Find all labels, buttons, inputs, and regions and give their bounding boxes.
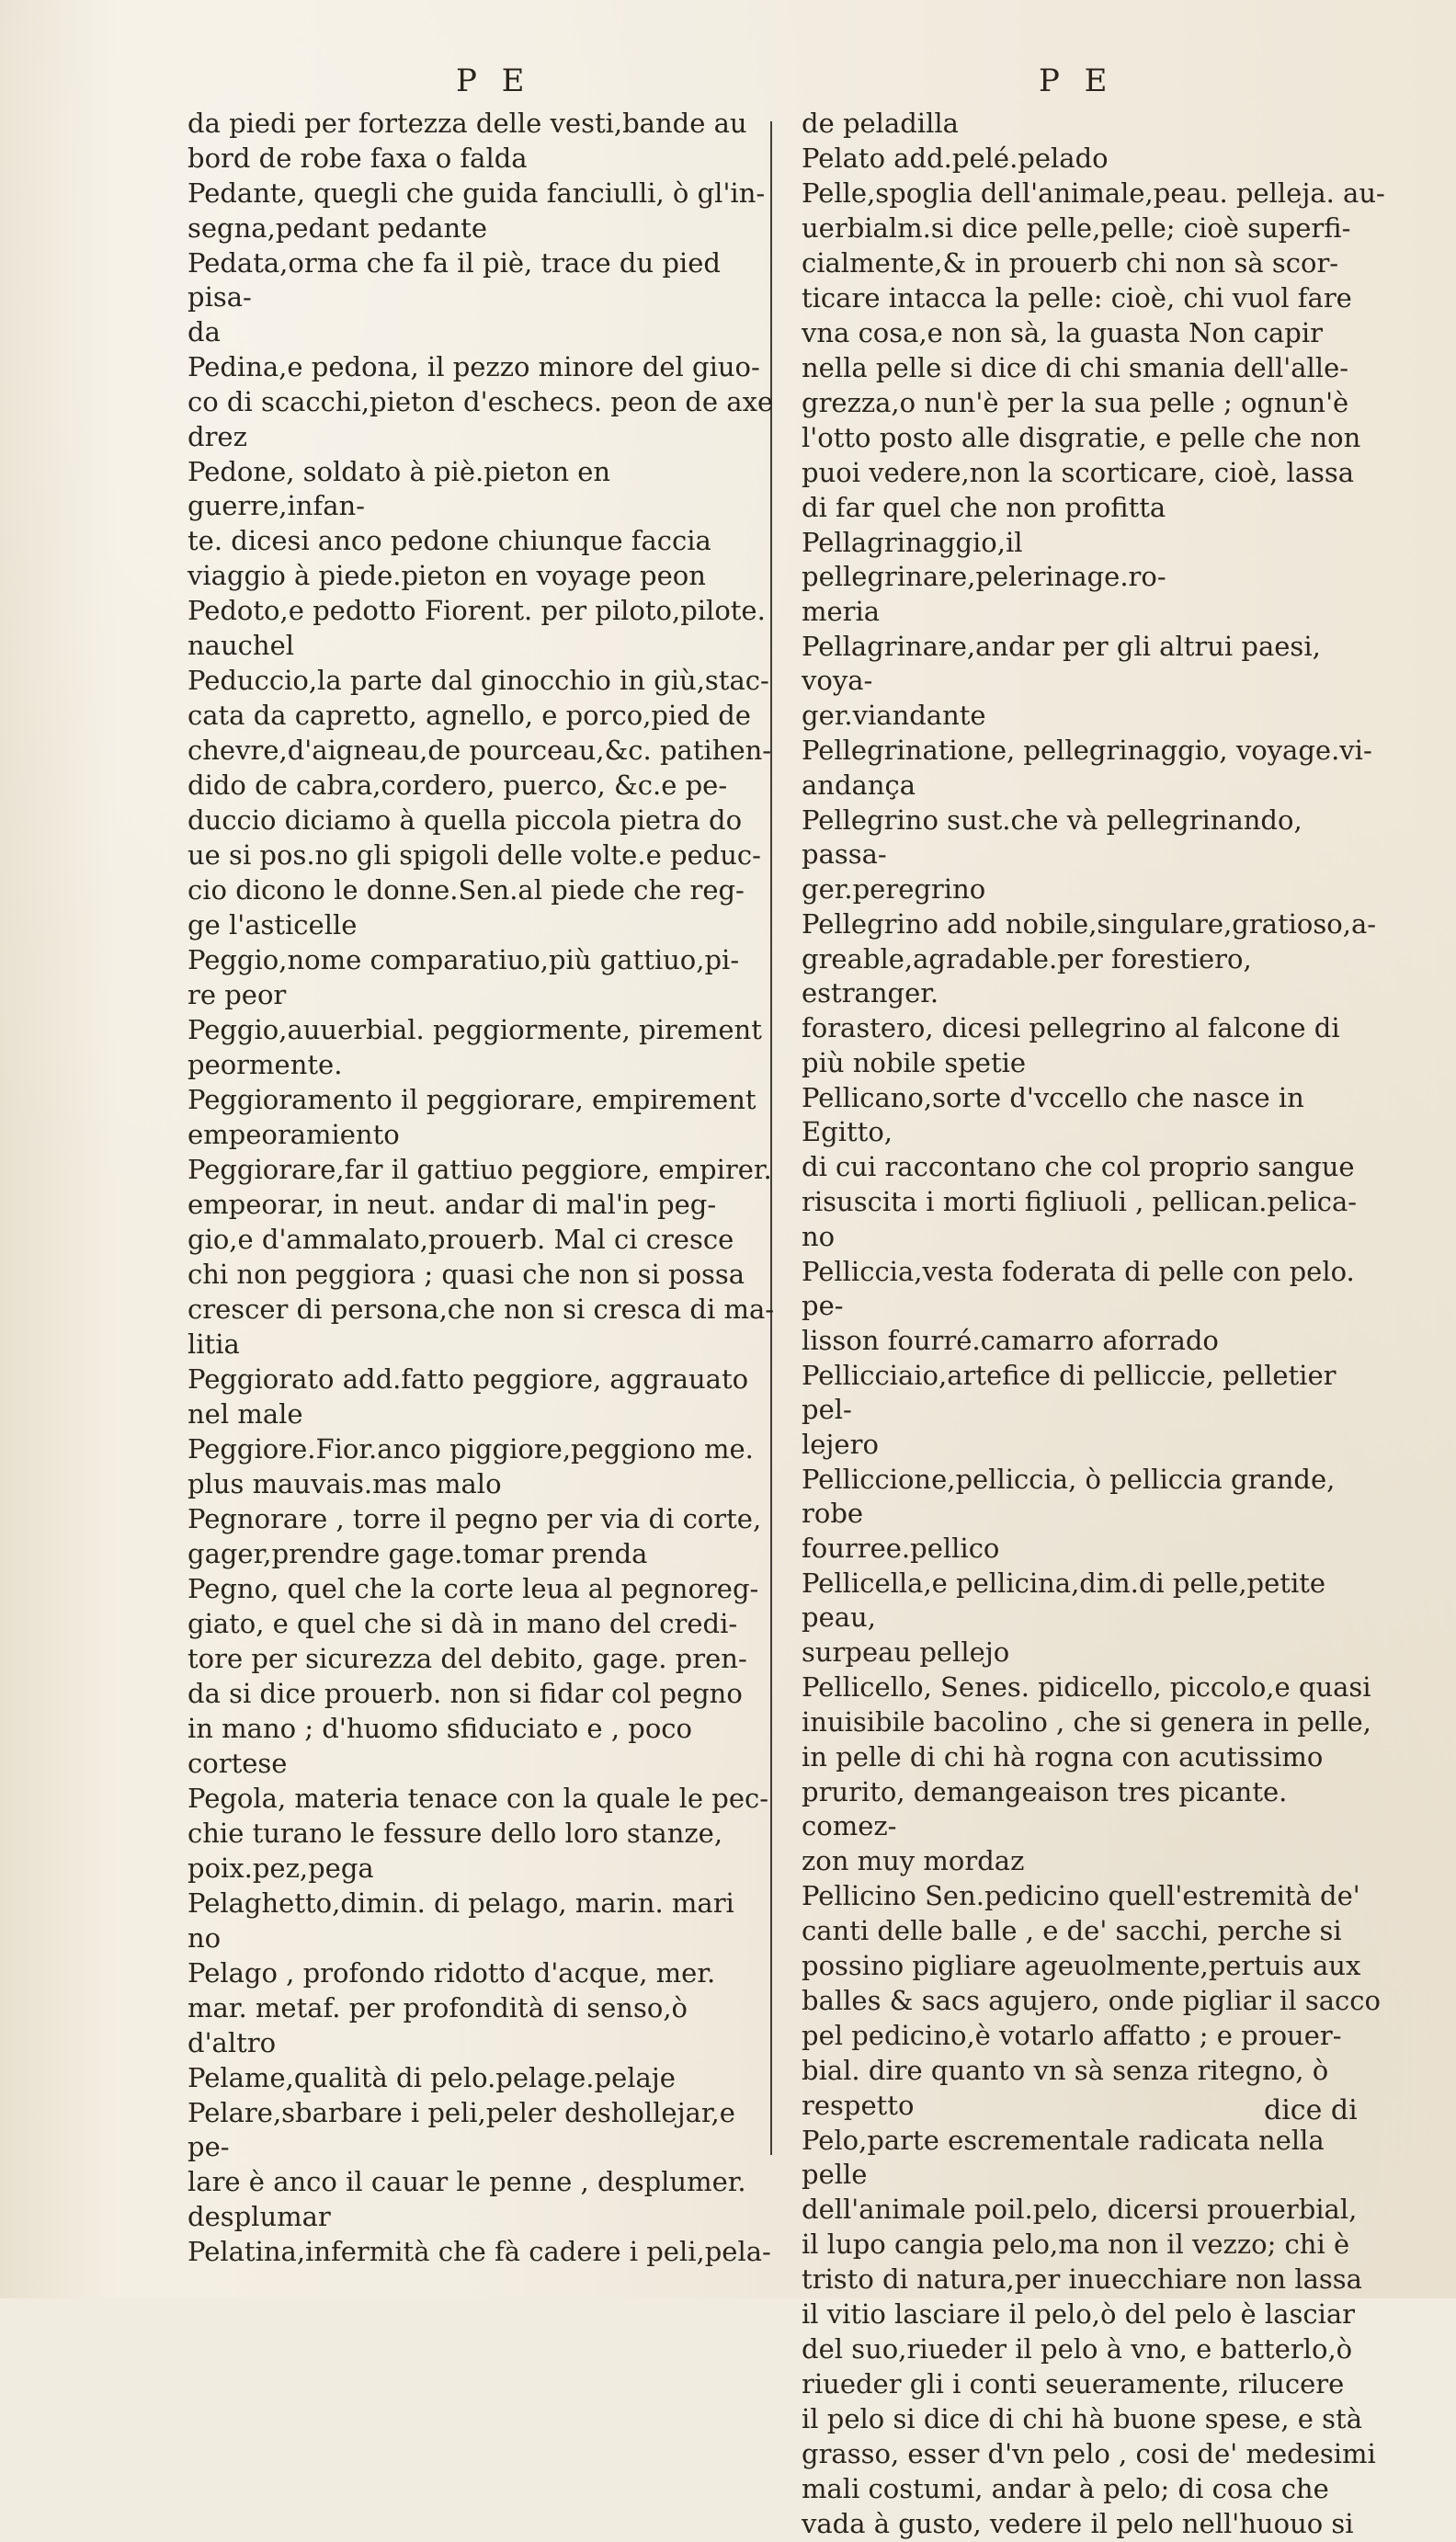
left-line-18: dido de cabra,cordero, puerco, &c.e pe- [188,769,728,801]
right-line-29: Pelliccia,vesta foderata di pelle con pelo. pe- [802,1256,1355,1321]
right-line-12: di far quel che non profitta [802,492,1166,523]
right-line-49: Pelo,parte escrementale radicata nella pelle [802,2125,1325,2190]
left-line-50: Pelaghetto,dimin. di pelago, marin. mari [188,1887,734,1919]
left-line-2: bord de robe faxa o falda [188,142,528,174]
left-line-14: nauchel [188,630,294,661]
left-line-49: poix.pez,pega [188,1852,374,1884]
right-line-59: vada à gusto, vedere il pelo nell'huouo si [802,2508,1354,2539]
right-line-26: di cui raccontano che col proprio sangue [802,1151,1355,1182]
left-line-1: da piedi per fortezza delle vesti,bande au [188,108,747,139]
left-line-48: chie turano le fessure dello loro stanze, [188,1818,723,1849]
left-line-38: plus mauvais.mas malo [188,1468,502,1499]
left-line-8: co di scacchi,pieton d'eschecs. peon de axe [188,386,774,417]
right-line-47: bial. dire quanto vn sà senza ritegno, ò [802,2055,1329,2086]
left-line-45: in mano ; d'huomo sfiduciato e , poco [188,1713,692,1744]
left-line-39: Pegnorare , torre il pegno per via di corte, [188,1503,762,1534]
left-line-56: Pelare,sbarbare i peli,peler deshollejar,e pe- [188,2097,735,2162]
left-line-20: ue si pos.no gli spigoli delle volte.e peduc- [188,839,761,871]
right-line-2: Pelato add.pelé.pelado [802,142,1109,174]
left-line-5: Pedata,orma che fa il piè, trace du pied pisa- [188,247,721,313]
left-line-7: Pedina,e pedona, il pezzo minore del giuo- [188,351,760,382]
right-line-57: grasso, esser d'vn pelo , cosi de' medesimi [802,2438,1376,2469]
left-line-4: segna,pedant pedante [188,212,487,244]
left-line-37: Peggiore.Fior.anco piggiore,peggiono me. [188,1433,754,1465]
left-line-6: da [188,316,221,348]
right-line-3: Pelle,spoglia dell'animale,peau. pelleja. au- [802,177,1385,209]
right-line-10: l'otto posto alle disgratie, e pelle che non [802,422,1361,453]
left-line-44: da si dice prouerb. non si fidar col pegno [188,1678,743,1709]
left-line-15: Peduccio,la parte dal ginocchio in giù,stac- [188,665,769,696]
right-line-9: grezza,o nun'è per la sua pelle ; ognun'è [802,387,1349,418]
left-line-10: Pedone, soldato à piè.pieton en guerre,infan- [188,456,611,521]
left-line-29: Peggiorare,far il gattiuo peggiore, empirer. [188,1154,772,1185]
right-line-22: greable,agradable.per forestiero, estranger. [802,943,1252,1009]
right-line-58: mali costumi, andar à pelo; di cosa che [802,2473,1329,2504]
right-line-25: Pellicano,sorte d'vccello che nasce in Egitto, [802,1082,1304,1147]
right-line-32: lejero [802,1429,879,1460]
right-line-11: puoi vedere,non la scorticare, cioè, lassa [802,457,1355,488]
right-line-24: più nobile spetie [802,1047,1027,1078]
left-line-47: Pegola, materia tenace con la quale le pec- [188,1783,769,1814]
right-line-51: il lupo cangia pelo,ma non il vezzo; chi è [802,2229,1350,2260]
right-line-27: risuscita i morti figliuoli , pellican.pelica- [802,1186,1358,1217]
right-line-53: il vitio lasciare il pelo,ò del pelo è lasciar [802,2298,1356,2330]
right-line-45: balles & sacs agujero, onde pigliar il sacco [802,1985,1381,2016]
left-line-17: chevre,d'aigneau,de pourceau,&c. patihen- [188,735,772,766]
right-line-19: Pellegrino sust.che và pellegrinando, passa- [802,804,1302,870]
right-line-31: Pellicciaio,artefice di pelliccie, pelletier pel- [802,1360,1337,1425]
right-line-6: ticare intacca la pelle: cioè, chi vuol fare [802,282,1352,313]
left-line-57: lare è anco il cauar le penne , desplumer. [188,2166,746,2197]
left-line-33: crescer di persona,che non si cresca di ma- [188,1294,775,1325]
right-line-18: andança [802,769,916,801]
left-line-31: gio,e d'ammalato,prouerb. Mal ci cresce [188,1224,734,1255]
left-column [188,107,776,2270]
right-line-37: Pellicello, Senes. pidicello, piccolo,e quasi [802,1671,1371,1703]
right-line-1: de peladilla [802,108,959,139]
catchword: dice di [1264,2094,1358,2126]
right-line-55: riueder gli i conti seueramente, rilucere [802,2368,1345,2400]
right-line-17: Pellegrinatione, pellegrinaggio, voyage.vi- [802,735,1372,766]
left-line-41: Pegno, quel che la corte leua al pegnoreg- [188,1573,759,1604]
left-line-22: ge l'asticelle [188,909,358,940]
left-line-35: Peggiorato add.fatto peggiore, aggrauato [188,1363,749,1395]
right-line-33: Pelliccione,pelliccia, ò pelliccia grande, robe [802,1464,1336,1529]
left-line-30: empeorar, in neut. andar di mal'in peg- [188,1189,717,1220]
left-line-51: no [188,1922,222,1954]
left-line-19: duccio diciamo à quella piccola pietra do [188,804,743,836]
right-line-46: pel pedicino,è votarlo affatto ; e prouer- [802,2020,1342,2051]
right-line-8: nella pelle si dice di chi smania dell'alle- [802,352,1349,383]
left-line-13: Pedoto,e pedotto Fiorent. per piloto,pilote. [188,595,766,626]
right-line-15: Pellagrinare,andar per gli altrui paesi, voya- [802,631,1321,696]
left-line-24: re peor [188,979,287,1010]
right-line-40: prurito, demangeaison tres picante. comez- [802,1776,1288,1841]
right-line-36: surpeau pellejo [802,1636,1010,1668]
right-line-28: no [802,1221,836,1252]
right-line-23: forastero, dicesi pellegrino al falcone di [802,1012,1340,1043]
right-line-56: il pelo si dice di chi hà buone spese, e stà [802,2403,1362,2434]
left-line-28: empeoramiento [188,1119,400,1150]
right-column [802,107,1390,2542]
left-line-11: te. dicesi anco pedone chiunque faccia [188,525,711,556]
left-line-21: cio dicono le donne.Sen.al piede che reg- [188,874,745,906]
right-line-35: Pellicella,e pellicina,dim.di pelle,petite peau, [802,1567,1326,1633]
right-line-42: Pellicino Sen.pedicino quell'estremità de' [802,1880,1360,1911]
left-line-59: Pelatina,infermità che fà cadere i peli,pela- [188,2236,771,2267]
right-line-54: del suo,riueder il pelo à vno, e batterlo,ò [802,2333,1353,2365]
left-line-36: nel male [188,1398,303,1430]
right-line-48: respetto [802,2090,915,2121]
left-line-32: chi non peggiora ; quasi che non si possa [188,1259,745,1290]
right-line-7: vna cosa,e non sà, la guasta Non capir [802,317,1324,348]
right-line-39: in pelle di chi hà rogna con acutissimo [802,1741,1324,1773]
right-line-4: uerbialm.si dice pelle,pelle; cioè superfi- [802,212,1351,244]
left-line-40: gager,prendre gage.tomar prenda [188,1538,648,1569]
right-line-43: canti delle balle , e de' sacchi, perche si [802,1915,1342,1946]
right-line-13: Pellagrinaggio,il pellegrinare,pelerinage.ro- [802,527,1166,592]
left-line-34: litia [188,1328,240,1360]
right-line-16: ger.viandante [802,700,986,731]
left-line-25: Peggio,auuerbial. peggiormente, pirement [188,1014,762,1045]
left-line-52: Pelago , profondo ridotto d'acque, mer. [188,1957,716,1989]
right-line-30: lisson fourré.camarro aforrado [802,1325,1219,1356]
left-line-55: Pelame,qualità di pelo.pelage.pelaje [188,2062,676,2093]
left-line-12: viaggio à piede.pieton en voyage peon [188,560,706,591]
left-line-16: cata da capretto, agnello, e porco,pied de [188,700,751,731]
header-left: P E [456,63,532,99]
right-line-52: tristo di natura,per inuecchiare non lassa [802,2263,1362,2295]
left-line-58: desplumar [188,2201,331,2232]
right-line-41: zon muy mordaz [802,1845,1025,1876]
left-line-42: giato, e quel che si dà in mano del credi- [188,1608,738,1639]
left-line-9: drez [188,421,247,452]
left-line-3: Pedante, quegli che guida fanciulli, ò gl'in- [188,177,766,209]
left-line-46: cortese [188,1748,288,1779]
header-right: P E [1039,63,1115,99]
right-line-50: dell'animale poil.pelo, dicersi prouerbial, [802,2194,1358,2225]
left-line-27: Peggioramento il peggiorare, empirement [188,1084,756,1115]
left-line-43: tore per sicurezza del debito, gage. pren- [188,1643,747,1674]
right-line-14: meria [802,596,881,627]
right-line-20: ger.peregrino [802,873,986,905]
left-line-53: mar. metaf. per profondità di senso,ò [188,1992,688,2023]
left-line-54: d'altro [188,2027,277,2058]
right-line-44: possino pigliare ageuolmente,pertuis aux [802,1950,1361,1981]
right-line-21: Pellegrino add nobile,singulare,gratioso,a- [802,908,1377,940]
left-line-23: Peggio,nome comparatiuo,più gattiuo,pi- [188,944,740,975]
right-line-5: cialmente,& in prouerb chi non sà scor- [802,247,1339,279]
right-line-34: fourree.pellico [802,1533,1000,1564]
left-line-26: peormente. [188,1049,343,1080]
right-line-38: inuisibile bacolino , che si genera in pelle, [802,1706,1371,1738]
